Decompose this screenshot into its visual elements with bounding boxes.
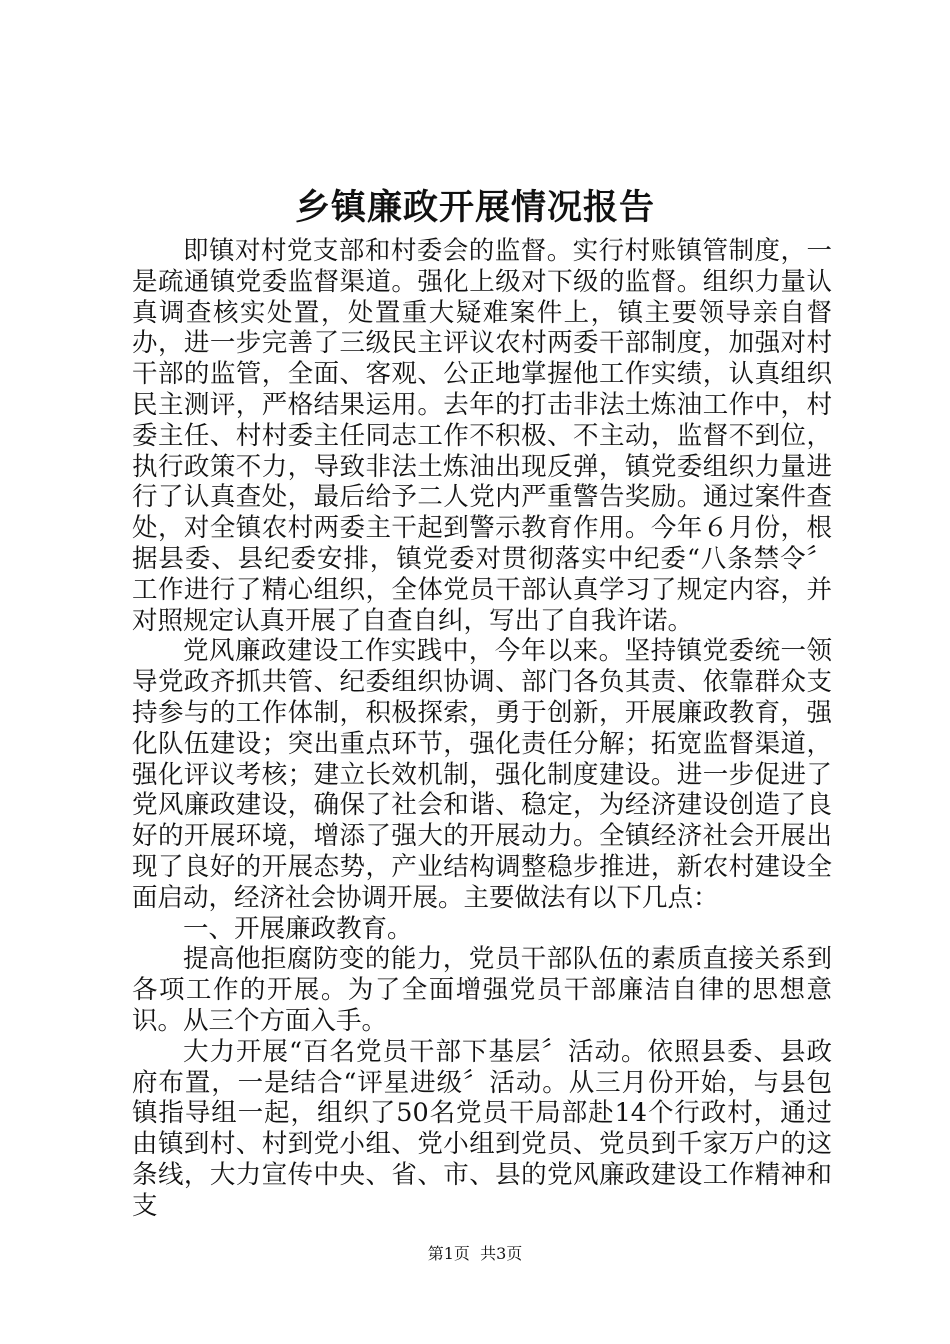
page-number-label: 第1页 共3页 <box>427 1244 523 1263</box>
section-heading-1: 一、开展廉政教育。 <box>183 913 413 944</box>
document-body <box>132 236 832 1222</box>
paragraph-2: 党风廉政建设工作实践中，今年以来。坚持镇党委统一领导党政齐抓共管、纪委组织协调、部门各负其责、依靠群众支持参与的工作体制，积极探索，勇于创新，开展廉政教育，强化队伍建设；突出重点环节，强化责任分解；拓宽监督渠道，强化评议考核；建立长效机制，强化制度建设。进一步促进了党风廉政建设，确保了社会和谐、稳定，为经济建设创造了良好的开展环境，增添了强大的开展动力。全镇经济社会开展出现了良好的开展态势，产业结构调整稳步推进，新农村建设全面启动，经济社会协调开展。主要做法有以下几点： <box>132 636 832 913</box>
paragraph-3: 提高他拒腐防变的能力，党员干部队伍的素质直接关系到各项工作的开展。为了全面增强党员干部廉洁自律的思想意识。从三个方面入手。 <box>132 944 832 1036</box>
paragraph-1: 即镇对村党支部和村委会的监督。实行村账镇管制度，一是疏通镇党委监督渠道。强化上级对下级的监督。组织力量认真调查核实处置，处置重大疑难案件上，镇主要领导亲自督办，进一步完善了三级民主评议农村两委干部制度，加强对村干部的监管，全面、客观、公正地掌握他工作实绩，认真组织民主测评，严格结果运用。去年的打击非法土炼油工作中，村委主任、村村委主任同志工作不积极、不主动，监督不到位，执行政策不力，导致非法土炼油出现反弹，镇党委组织力量进行了认真查处，最后给予二人党内严重警告奖励。通过案件查处，对全镇农村两委主干起到警示教育作用。今年６月份，根据县委、县纪委安排，镇党委对贯彻落实中纪委“八条禁令〞工作进行了精心组织，全体党员干部认真学习了规定内容，并对照规定认真开展了自查自纠，写出了自我许诺。 <box>132 236 832 636</box>
document-title: 乡镇廉政开展情况报告 <box>294 187 655 228</box>
paragraph-4: 大力开展“百名党员干部下基层〞活动。依照县委、县政府布置，一是结合“评星进级〞活动。从三月份开始，与县包镇指导组一起，组织了50名党员干局部赴14个行政村，通过由镇到村、村到党小组、党小组到党员、党员到千家万户的这条线，大力宣传中央、省、市、县的党风廉政建设工作精神和支 <box>132 1036 832 1221</box>
page-footer <box>0 1244 950 1264</box>
